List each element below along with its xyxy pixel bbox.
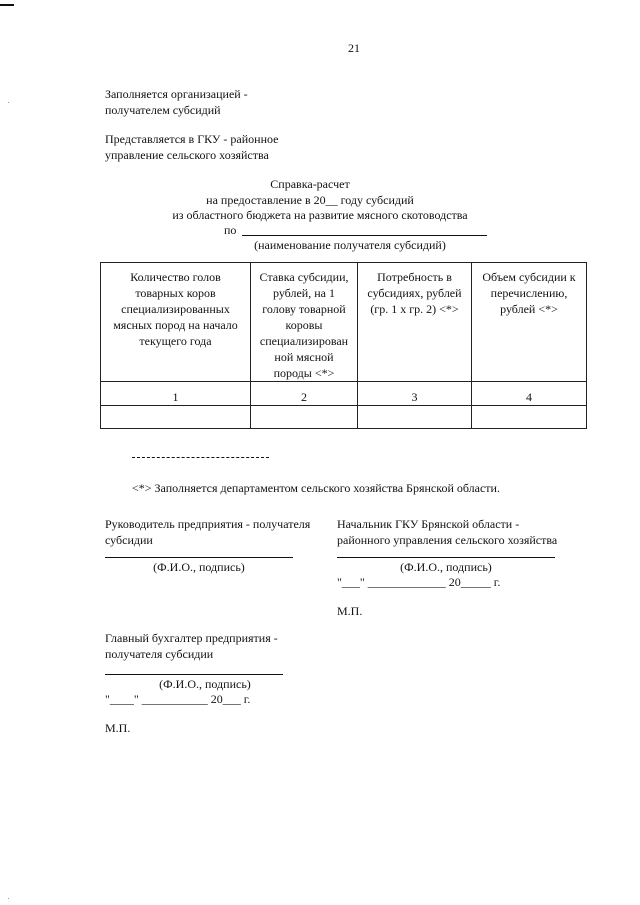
document-subtitle-line2: на предоставление в 20__ году субсидий — [206, 193, 414, 207]
subsidy-calculation-table — [100, 262, 587, 429]
submitted-to-note: Представляется в ГКУ - районное управление сельского хозяйства — [105, 132, 279, 162]
footnote: <*> Заполняется департаментом сельского хозяйства Брянской области. — [132, 481, 500, 495]
scan-speck — [8, 102, 9, 103]
accountant-stamp-place: М.П. — [105, 721, 131, 735]
column-number: 2 — [251, 382, 358, 406]
footnote-separator — [132, 457, 269, 458]
scan-speck — [8, 898, 9, 899]
table-cell — [101, 406, 251, 429]
director-fio-caption: (Ф.И.О., подпись) — [153, 560, 245, 574]
table-data-row — [101, 406, 587, 429]
column-number-row — [101, 382, 587, 406]
table-cell — [358, 406, 472, 429]
document-subtitle-line3: из областного бюджета на развитие мясного скотоводства — [172, 208, 468, 222]
table-cell — [472, 406, 587, 429]
column-number: 3 — [358, 382, 472, 406]
accountant-date: "____" ___________ 20___ г. — [105, 692, 251, 706]
director-title: Руководитель предприятия - получателя субсидии — [105, 517, 311, 547]
accountant-title: Главный бухгалтер предприятия - получателя субсидии — [105, 631, 278, 661]
director-signature-line — [105, 557, 293, 558]
accountant-signature-line — [105, 674, 283, 675]
gku-head-fio-caption: (Ф.И.О., подпись) — [400, 560, 492, 574]
document-title: Справка-расчет — [270, 177, 350, 191]
table-cell — [251, 406, 358, 429]
po-label: по — [224, 223, 237, 237]
gku-head-signature-line — [337, 557, 555, 558]
gku-head-date: "___" _____________ 20_____ г. — [337, 575, 501, 589]
header-cell-subsidy-rate: Ставка субсидии, рублей, на 1 голову товарной коровы специализирован ной мясной породы <*> — [251, 263, 358, 382]
column-number: 4 — [472, 382, 587, 406]
accountant-fio-caption: (Ф.И.О., подпись) — [159, 677, 251, 691]
table-header-row — [101, 263, 587, 382]
recipient-caption: (наименование получателя субсидий) — [254, 238, 446, 252]
page-edge-mark — [0, 4, 14, 6]
header-cell-subsidy-need: Потребность в субсидиях, рублей (гр. 1 х гр. 2) <*> — [358, 263, 472, 382]
header-cell-cow-count: Количество голов товарных коров специализированных мясных пород на начало текущего года — [101, 263, 251, 382]
gku-head-stamp-place: М.П. — [337, 604, 363, 618]
page-number: 21 — [348, 41, 360, 55]
filled-by-note: Заполняется организацией - получателем субсидий — [105, 87, 248, 117]
header-cell-transfer-amount: Объем субсидии к перечислению, рублей <*> — [472, 263, 587, 382]
column-number: 1 — [101, 382, 251, 406]
recipient-name-line — [242, 235, 487, 236]
gku-head-title: Начальник ГКУ Брянской области - районного управления сельского хозяйства — [337, 517, 558, 547]
